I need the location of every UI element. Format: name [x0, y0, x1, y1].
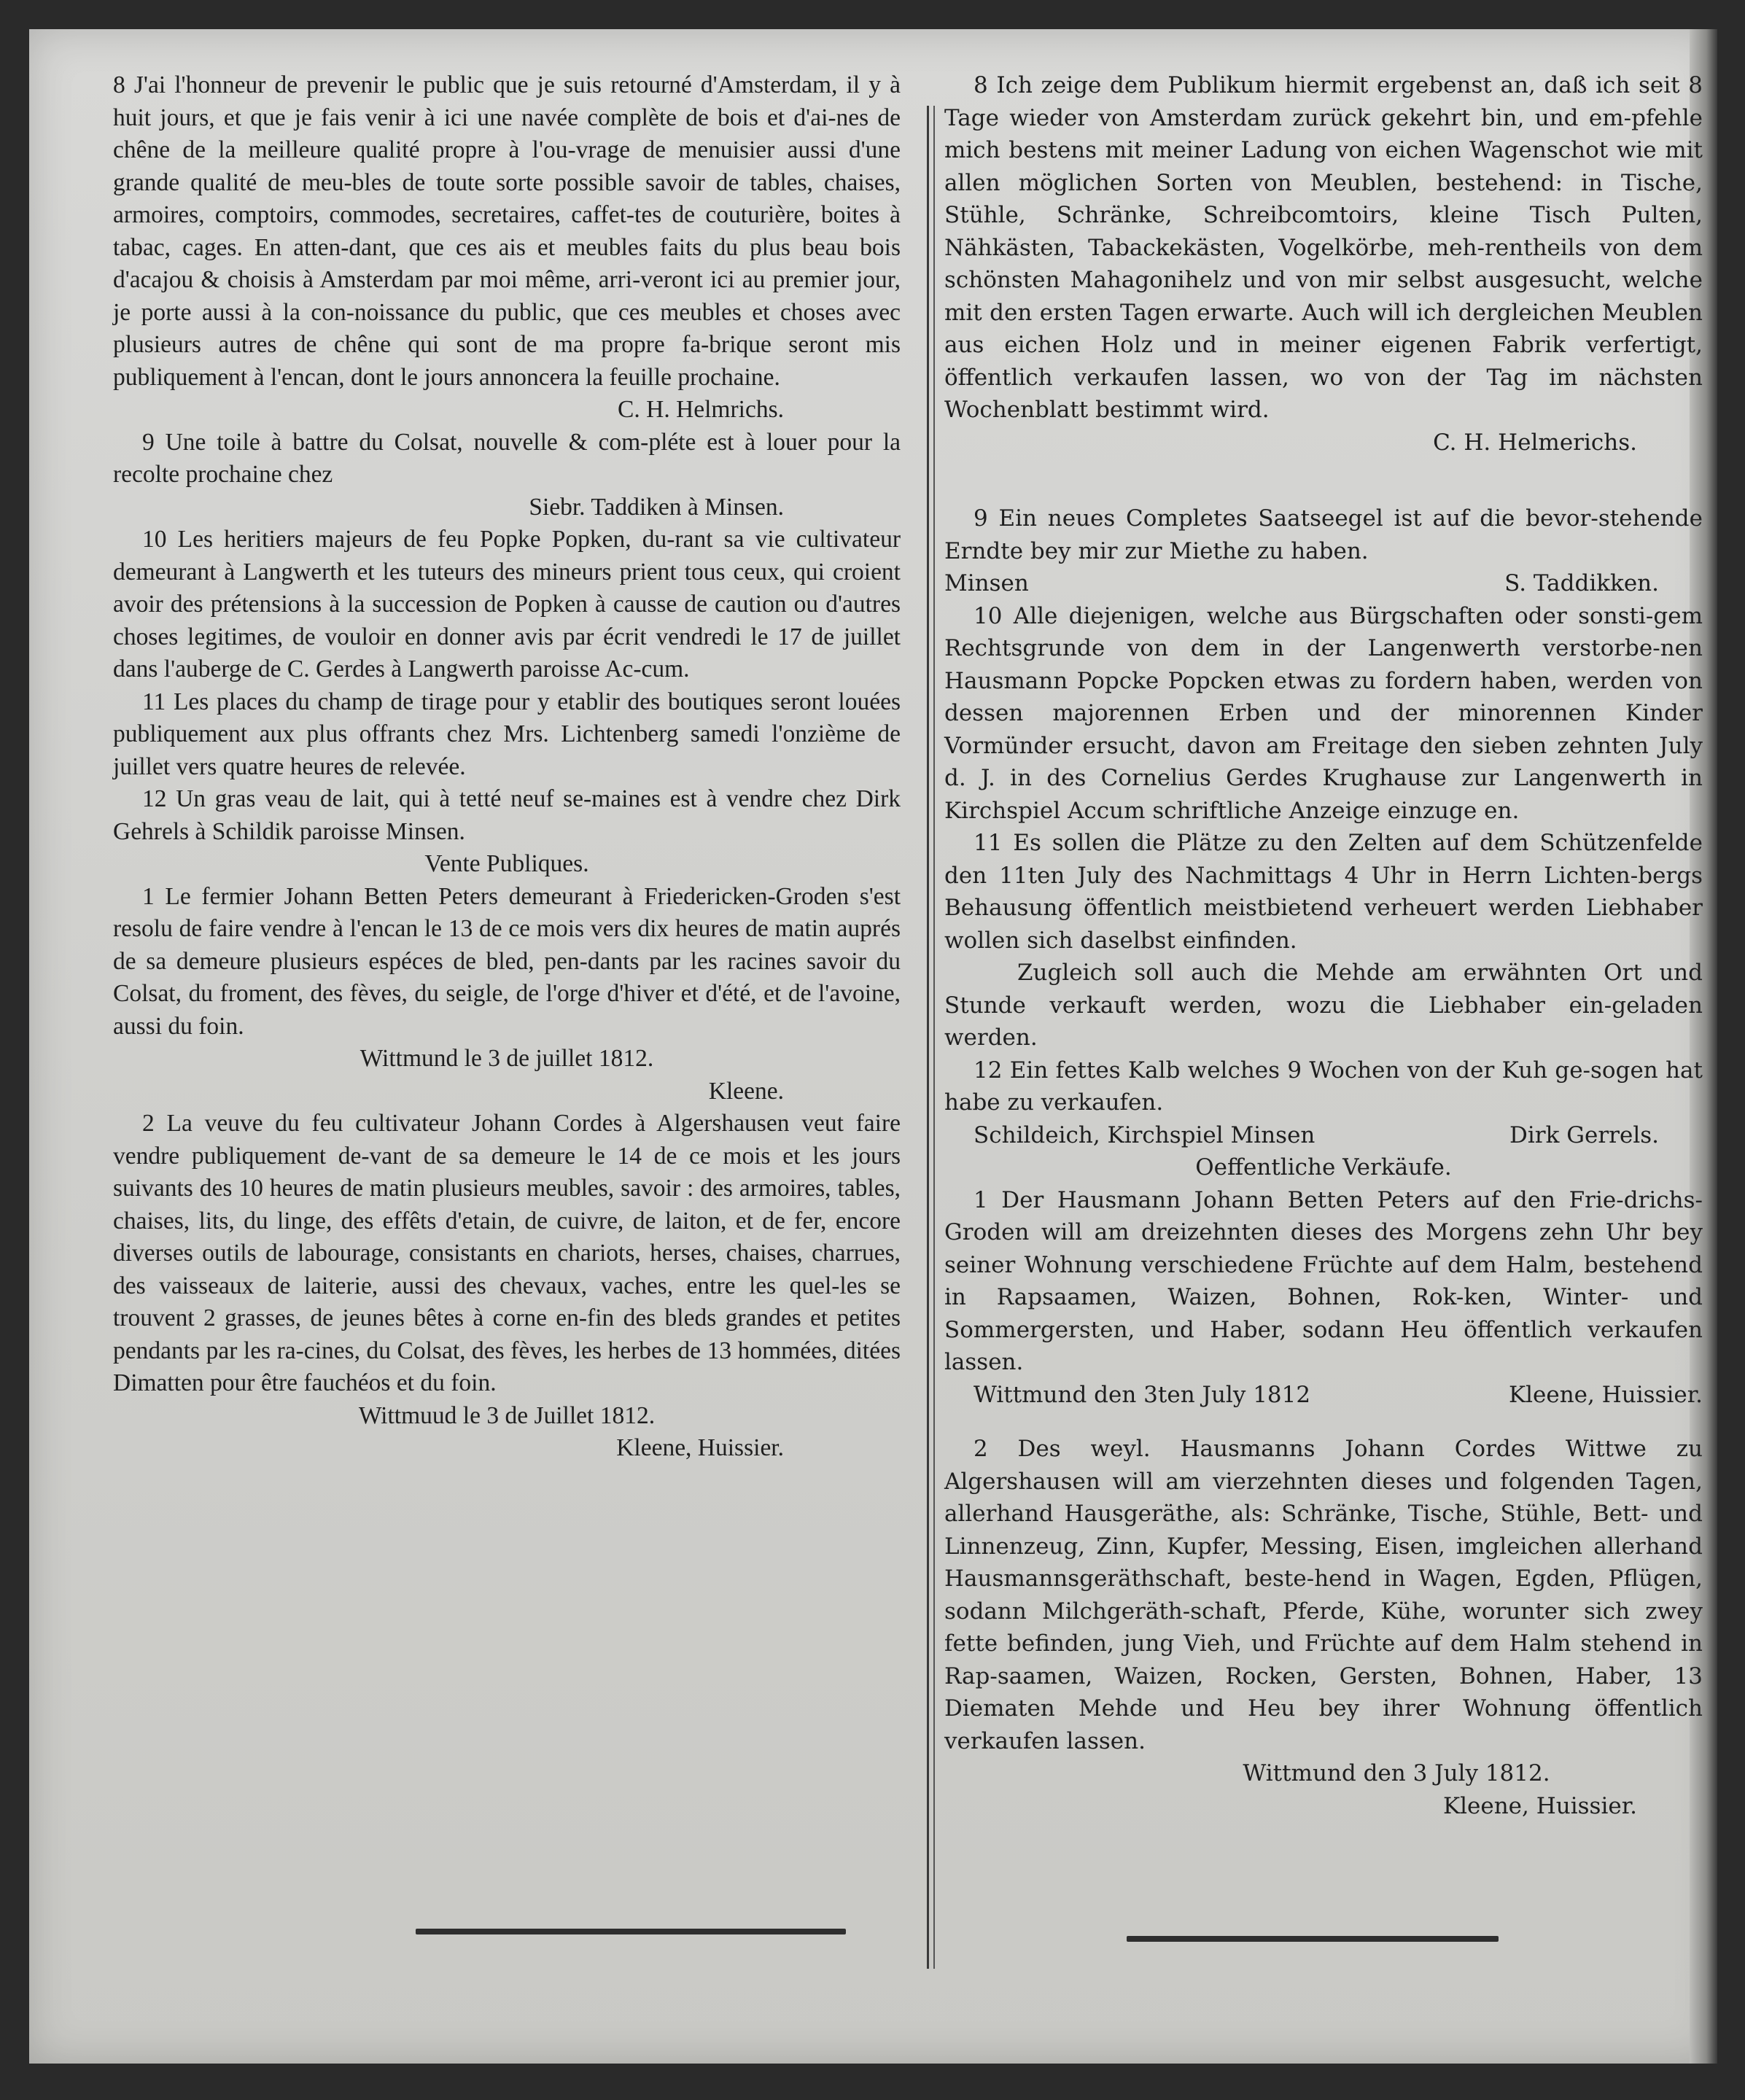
de-notice-11b: Zugleich soll auch die Mehde am erwähnten Ort und Stunde verkauft werden, wozu die Liebhaber ein-geladen werden. — [944, 960, 1703, 1051]
fr-signature-kleene: Kleene. — [708, 1077, 784, 1105]
de-sale-2: 2 Des weyl. Hausmanns Johann Cordes Wittwe zu Algershausen will am vierzehnten dieses und folgenden Tagen, allerhand Hausgeräthe, als: Schränke, Tische, Stühle, Bett- und Linnenzeug, Zinn, Kupfer, Messing, Eisen, imgleichen allerhand Hausmannsgeräthschaft, beste-hend in Wagen, Egden, Pflügen, sodann Milchgeräth-schaft, Pferde, Kühe, worunter sich zwey fette befinden, jung Vieh, und Früchte auf dem Halm stehend in Rap-saamen, Waizen, Rocken, Gersten, Bohnen, Haber, 13 Diematen Mehde und Heu bey ihrer Wohnung öffentlich verkaufen lassen. — [944, 1436, 1703, 1754]
german-column — [944, 69, 1703, 1822]
french-column — [113, 69, 901, 1465]
de-signature-gerrels: Dirk Gerrels. — [1509, 1121, 1659, 1148]
fr-sale-1: 1 Le fermier Johann Betten Peters demeurant à Friedericken-Groden s'est resolu de faire vendre à l'encan le 13 de ce mois vers dix heures de matin auprés de sa demeure plusieurs espéces de bled, pen-dants par les racines savoir du Colsat, du froment, des fèves, du seigle, de l'orge d'hiver et d'été, et de l'avoine, aussi du foin. — [113, 882, 901, 1040]
column-divider — [927, 106, 929, 1969]
de-signature-row-12 — [944, 1119, 1703, 1152]
de-place-minsen: Minsen — [944, 570, 1029, 596]
spacer — [944, 459, 1703, 502]
de-notice-11: 11 Es sollen die Plätze zu den Zelten auf dem Schützenfelde den 11ten July des Nachmittags 4 Uhr in Herrn Lichten-bergs Behausung öffentlich meistbietend verheuert werden Liebhaber wollen sich daselbst einfinden. — [944, 830, 1703, 954]
de-signature-kleene-1: Kleene, Huissier. — [1508, 1381, 1703, 1408]
fr-signature-kleene-huissier: Kleene, Huissier. — [616, 1434, 784, 1461]
fr-notice-11: 11 Les places du champ de tirage pour y etablir des boutiques seront louées publiquement aux plus offrants chez Mrs. Lichtenberg samedi l'onzième de juillet vers quatre heures de relevée. — [113, 688, 901, 780]
de-notice-12: 12 Ein fettes Kalb welches 9 Wochen von der Kuh ge-sogen hat habe zu verkaufen. — [944, 1057, 1703, 1116]
de-place-schildeich: Schildeich, Kirchspiel Minsen — [973, 1121, 1315, 1148]
de-signature-taddikken: S. Taddikken. — [1504, 570, 1659, 596]
de-notice-10: 10 Alle diejenigen, welche aus Bürgschaften oder sonsti-gem Rechtsgrunde von dem in der Langenwerth verstorbe-nen Hausmann Popcke Popcken etwas zu fordern haben, werden von dessen majorennen Erben und der minorennen Kinder Vormünder ersucht, davon am Freitage den sieben zehnten July d. J. in des Cornelius Gerdes Krughause zur Langenwerth in Kirchspiel Accum schriftliche Anzeige einzuge en. — [944, 602, 1703, 824]
de-section-heading: Oeffentliche Verkäufe. — [1195, 1154, 1452, 1181]
de-notice-9: 9 Ein neues Completes Saatseegel ist auf die bevor-stehende Erndte bey mir zur Miethe zu haben. — [944, 505, 1703, 564]
de-date-2: Wittmund den 3 July 1812. — [1243, 1760, 1550, 1786]
fr-signature-helmrichs: C. H. Helmrichs. — [618, 396, 784, 423]
de-signature-row-9 — [944, 567, 1703, 600]
newspaper-page — [29, 29, 1717, 2064]
fr-notice-12: 12 Un gras veau de lait, qui à tetté neuf se-maines est à vendre chez Dirk Gehrels à Schildik paroisse Minsen. — [113, 785, 901, 845]
fr-notice-9: 9 Une toile à battre du Colsat, nouvelle & com-pléte est à louer pour la recolte prochaine chez — [113, 428, 901, 488]
fr-notice-8: 8 J'ai l'honneur de prevenir le public que je suis retourné d'Amsterdam, il y à huit jours, et que je fais venir à ici une navée complète de bois et d'ai-nes de chêne de la meilleure qualité propre à l'ou-vrage de menuisier aussi d'une grande qualité de meu-bles de toute sorte possible savoir de tables, chaises, armoires, comptoirs, commodes, secretaires, caffet-tes de couturière, boites à tabac, cages. En atten-dant, que ces ais et meubles faits du plus beau bois d'acajou & choisis à Amsterdam par moi même, arri-veront ici au premier jour, je porte aussi à la con-noissance du public, que ces meubles et choses avec plusieurs autres de chêne qui sont de ma propre fa-brique seront mis publiquement à l'encan, dont le jours annoncera la feuille prochaine. — [113, 71, 901, 391]
fr-notice-10: 10 Les heritiers majeurs de feu Popke Popken, du-rant sa vie cultivateur demeurant à Langwerth et les tuteurs des mineurs prient tous ceux, qui croient avoir des prétensions à la succession de Popken à causse de caution ou d'autres choses legitimes, de vouloir en donner avis par écrit vendredi le 17 de juillet dans l'auberge de C. Gerdes à Langwerth paroisse Ac-cum. — [113, 526, 901, 682]
german-end-rule — [1127, 1936, 1499, 1942]
column-divider-second — [933, 106, 935, 1969]
french-end-rule — [416, 1929, 846, 1934]
fr-date-2: Wittmuud le 3 de Juillet 1812. — [358, 1401, 656, 1429]
de-notice-8: 8 Ich zeige dem Publikum hiermit ergebenst an, daß ich seit 8 Tage wieder von Amsterdam zurück gekehrt bin, und em-pfehle mich bestens mit meiner Ladung von eichen Wagenschot wie mit allen möglichen Sorten von Meublen, bestehend: in Tische, Stühle, Schränke, Schreibcomtoirs, kleine Tisch Pulten, Nähkästen, Tabackekästen, Vogelkörbe, meh-rentheils von dem schönsten Mahagonihelz und von mir selbst ausgesucht, welche mit den ersten Tagen erwarte. Auch will ich dergleichen Meublen aus eichen Holz und in meiner eigenen Fabrik verfertigt, öffentlich verkaufen lassen, wo von der Tag im nächsten Wochenblatt bestimmt wird. — [944, 72, 1703, 423]
de-date-1: Wittmund den 3ten July 1812 — [973, 1381, 1311, 1408]
de-sale-1: 1 Der Hausmann Johann Betten Peters auf den Frie-drichs-Groden will am dreizehnten dieses des Morgens zehn Uhr bey seiner Wohnung verschiedene Früchte auf dem Halm, bestehend in Rapsaamen, Waizen, Bohnen, Rok-ken, Winter- und Sommergersten, und Haber, sodann Heu öffentlich verkaufen lassen. — [944, 1186, 1703, 1375]
de-signature-helmerichs: C. H. Helmerichs. — [1433, 429, 1637, 456]
fr-date-1: Wittmund le 3 de juillet 1812. — [360, 1045, 654, 1072]
fr-section-heading: Vente Publiques. — [424, 850, 589, 877]
fr-sale-2: 2 La veuve du feu cultivateur Johann Cordes à Algershausen veut faire vendre publiquement de-vant de sa demeure le 14 de ce mois et les jours suivants des 10 heures de matin plusieurs meubles, savoir : des armoires, tables, chaises, lits, du linge, des effêts d'etain, de cuivre, de laiton, et de fer, encore diverses outils de labourage, consistants en chariots, herses, chaises, charrues, des vaisseaux de laiterie, aussi des chevaux, vaches, entre les quel-les se trouvent 2 grasses, de jeunes bêtes à corne en-fin des bleds grandes et petites pendants par les ra-cines, du Colsat, des fèves, les herbes de 13 hommées, ditées Dimatten pour être fauchéos et du foin. — [113, 1110, 901, 1396]
de-signature-kleene-2: Kleene, Huissier. — [1442, 1792, 1637, 1819]
de-date-row-1 — [944, 1379, 1703, 1412]
spacer — [944, 1411, 1703, 1433]
fr-signature-taddiken: Siebr. Taddiken à Minsen. — [529, 493, 784, 521]
